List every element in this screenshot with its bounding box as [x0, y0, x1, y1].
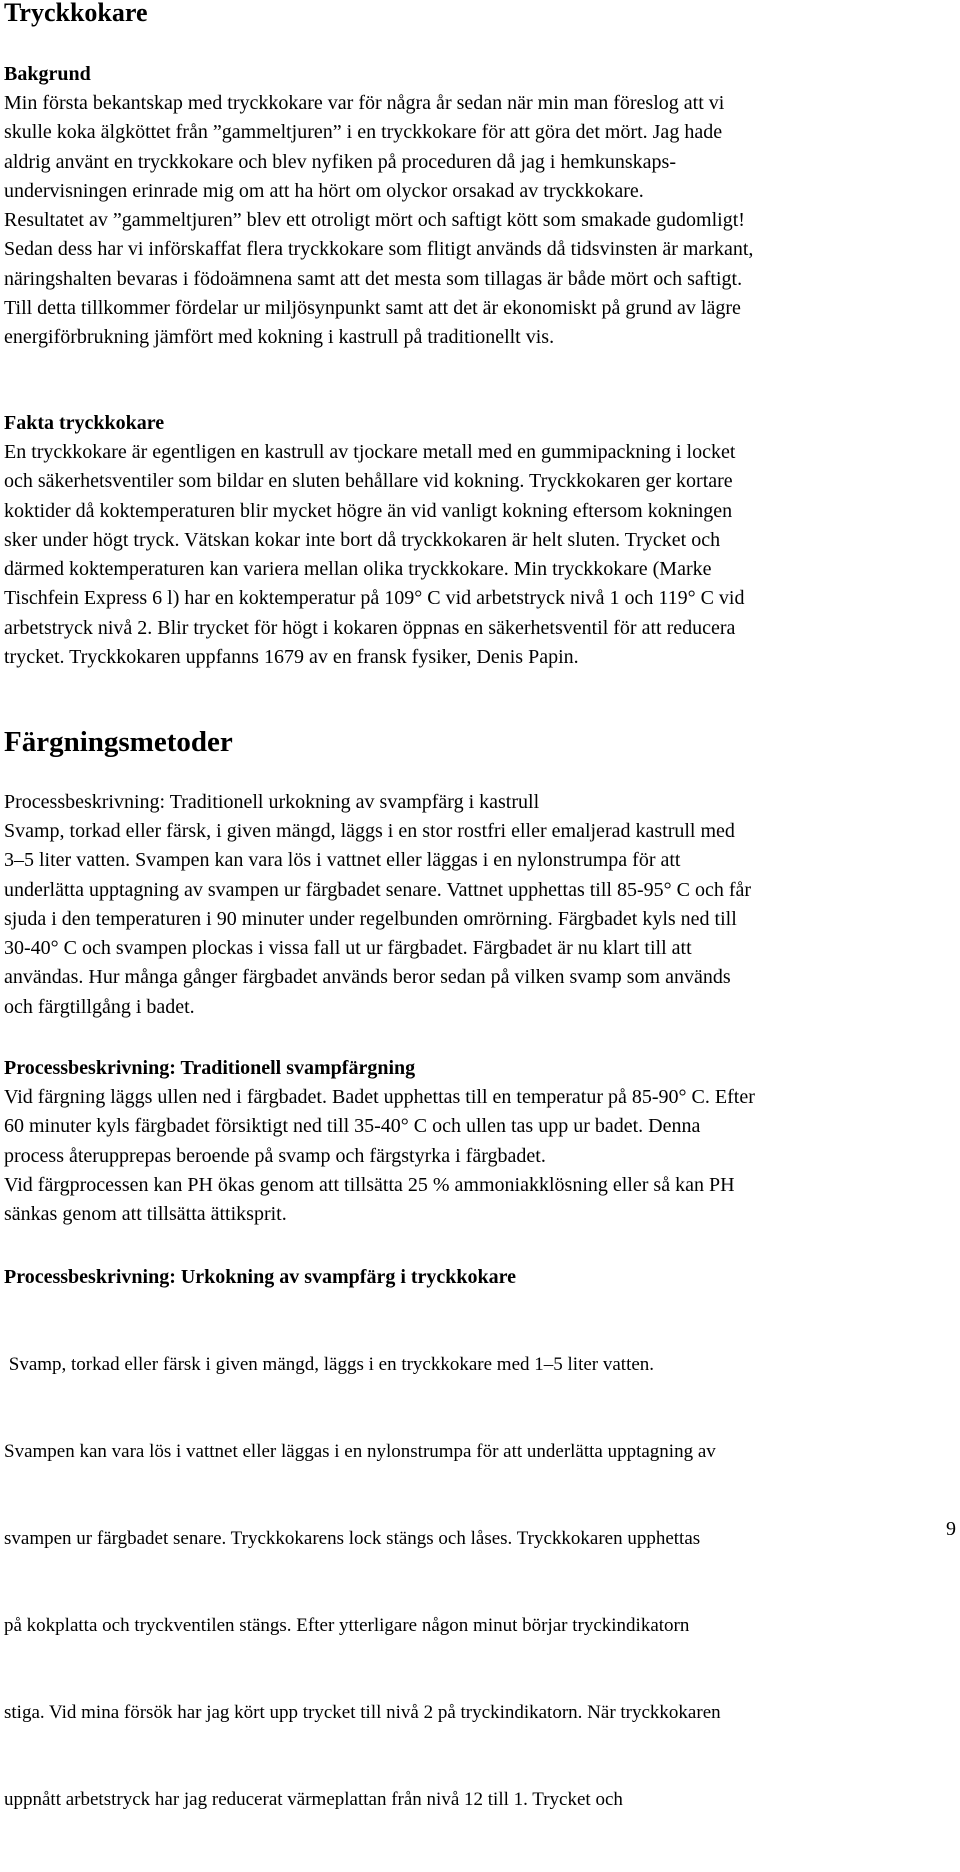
section-heading-fargningsmetoder: Färgningsmetoder [4, 726, 233, 758]
paragraph-process-2 [4, 1083, 956, 1229]
text-line: sänkas genom att tillsätta ättiksprit. [4, 1203, 287, 1226]
text-line: Tischfein Express 6 l) har en koktemperatur på 109° C vid arbetstryck nivå 1 och 119° C vid [4, 587, 745, 610]
text-line: stiga. Vid mina försök har jag kört upp trycket till nivå 2 på tryckindikatorn. När tryckkokaren [4, 1702, 721, 1723]
text-line: svampen ur färgbadet senare. Tryckkokarens lock stängs och låses. Tryckkokaren upphettas [4, 1528, 701, 1549]
text-line: aldrig använt en tryckkokare och blev nyfiken på proceduren då jag i hemkunskaps- [4, 150, 676, 173]
text-line: Vid färgning läggs ullen ned i färgbadet. Badet upphettas till en temperatur på 85-90° C. Efter [4, 1086, 755, 1108]
text-line: och säkerhetsventiler som bildar en sluten behållare vid kokning. Tryckkokaren ger kortare [4, 470, 733, 493]
text-line: användas. Hur många gånger färgbadet används beror sedan på vilken svamp som används [4, 966, 731, 989]
process-heading-1: Processbeskrivning: Traditionell urkokning av svampfärg i kastrull [4, 791, 540, 813]
text-line: undervisningen erinrade mig om att ha hört om olyckor orsakad av tryckkokare. [4, 179, 644, 202]
paragraph-bakgrund [4, 89, 956, 353]
paragraph-process-1 [4, 817, 956, 1022]
process-heading-2: Processbeskrivning: Traditionell svampfärgning [4, 1057, 416, 1079]
section-heading-fakta: Fakta tryckkokare [4, 412, 165, 434]
text-line: En tryckkokare är egentligen en kastrull av tjockare metall med en gummipackning i locket [4, 441, 736, 463]
text-line: näringshalten bevaras i födoämnena samt att det mesta som tillagas är både mört och saftigt. [4, 267, 743, 290]
text-line: trycket. Tryckkokaren uppfanns 1679 av en fransk fysiker, Denis Papin. [4, 646, 579, 669]
text-line: på kokplatta och tryckventilen stängs. Efter ytterligare någon minut börjar tryckindikatorn [4, 1615, 690, 1636]
text-line: Till detta tillkommer fördelar ur miljösynpunkt samt att det är ekonomiskt på grund av lägre [4, 297, 741, 320]
text-line: underlätta upptagning av svampen ur färgbadet senare. Vattnet upphettas till 85-95° C och får [4, 878, 752, 901]
section-bakgrund [4, 60, 956, 353]
section-heading-bakgrund: Bakgrund [4, 63, 91, 85]
section-process-svampfargning [4, 1054, 956, 1229]
text-line: skulle koka älgköttet från ”gammeltjuren” i en tryckkokare för att göra det mört. Jag hade [4, 121, 723, 144]
text-line: arbetstryck nivå 2. Blir trycket för högt i kokaren öppnas en säkerhetsventil för att reducera [4, 616, 736, 639]
section-fakta [4, 409, 956, 672]
text-line: Min första bekantskap med tryckkokare var för några år sedan när min man föreslog att vi [4, 92, 725, 114]
paragraph-fakta [4, 438, 956, 672]
section-process-urkokning-tryckkokare [4, 1263, 956, 1872]
section-process-urkokning-kastrull [4, 788, 956, 1022]
text-line: sker under högt tryck. Vätskan kokar inte bort då tryckkokaren är helt sluten. Trycket och [4, 528, 721, 551]
text-line: 3–5 liter vatten. Svampen kan vara lös i vattnet eller läggas i en nylonstrumpa för att [4, 849, 681, 872]
text-line: sjuda i den temperaturen i 90 minuter under regelbunden omrörning. Färgbadet kyls ned till [4, 907, 737, 930]
text-line: energiförbrukning jämfört med kokning i kastrull på traditionellt vis. [4, 326, 555, 349]
text-line: koktider då koktemperaturen blir mycket högre än vid vanligt kokning eftersom kokningen [4, 499, 733, 522]
text-line: Svampen kan vara lös i vattnet eller läggas i en nylonstrumpa för att underlätta upptagning av [4, 1441, 716, 1462]
text-line: uppnått arbetstryck har jag reducerat värmeplattan från nivå 12 till 1. Trycket och [4, 1789, 623, 1810]
page-number: 9 [946, 1518, 956, 1540]
document-title: Tryckkokare [4, 0, 148, 27]
text-line: 60 minuter kyls färgbadet försiktigt ned till 35-40° C och ullen tas upp ur badet. Denna [4, 1115, 701, 1138]
text-line: 30-40° C och svampen plockas i vissa fall ut ur färgbadet. Färgbadet är nu klart till att [4, 937, 692, 960]
text-line: Svamp, torkad eller färsk, i given mängd, läggs i en stor rostfri eller emaljerad kastrull med [4, 820, 735, 842]
process-heading-3: Processbeskrivning: Urkokning av svampfärg i tryckkokare [4, 1266, 517, 1288]
text-line: och färgtillgång i badet. [4, 995, 195, 1018]
text-line: Resultatet av ”gammeltjuren” blev ett otroligt mört och saftigt kött som smakade gudomligt! [4, 209, 745, 232]
text-line: process återupprepas beroende på svamp och färgstyrka i färgbadet. [4, 1144, 546, 1167]
text-line: Svamp, torkad eller färsk i given mängd, läggs i en tryckkokare med 1–5 liter vatten. [4, 1354, 655, 1375]
paragraph-process-3 [4, 1292, 956, 1872]
text-line: därmed koktemperaturen kan variera mellan olika tryckkokare. Min tryckkokare (Marke [4, 558, 712, 581]
text-line: Vid färgprocessen kan PH ökas genom att tillsätta 25 % ammoniakklösning eller så kan PH [4, 1173, 735, 1196]
text-line: Sedan dess har vi införskaffat flera tryckkokare som flitigt används då tidsvinsten är markant, [4, 238, 754, 261]
